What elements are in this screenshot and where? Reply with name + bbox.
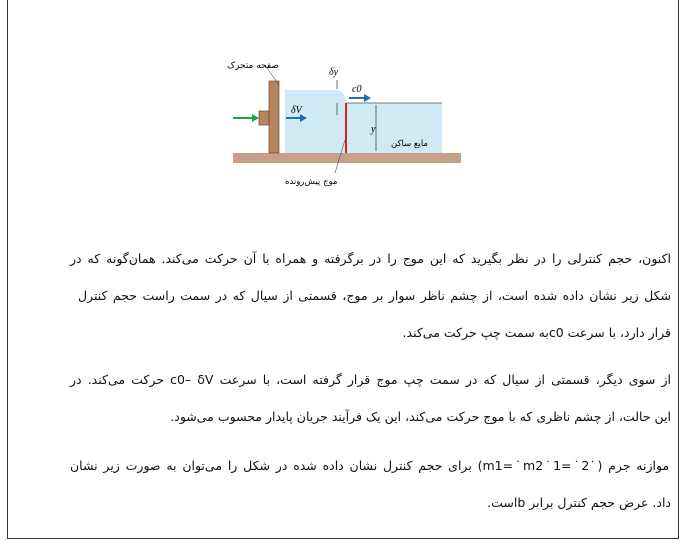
paragraph-1-line-1: اکنون، حجم کنترلی را در نظر بگیرید که این موج را در برگرفته و همراه با آن حرکت می‌کند. همان‌گونه که در xyxy=(70,251,671,266)
ground xyxy=(233,153,461,163)
wave-diagram xyxy=(225,55,465,225)
paragraph-1-line-3: قرار دارد، با سرعت c0به سمت چپ حرکت می‌کند. xyxy=(402,325,671,340)
label-wave: موج پیش‌رونده xyxy=(285,177,338,187)
paragraph-2-line-2: این حالت، از چشم ناظری که با موج حرکت می‌کند، این یک فرآیند جریان پایدار محسوب می‌شود. xyxy=(170,409,671,424)
paragraph-1-line-2: شکل زیر نشان داده شده است، از چشم ناظر سوار بر موج، قسمتی از سیال که در سمت راست حجم کنترل xyxy=(78,288,671,303)
label-still-liquid: مایع ساکن xyxy=(391,139,428,149)
wave-figure xyxy=(225,55,465,225)
plate-rod xyxy=(259,111,269,125)
paragraph-3-line-1: موازنه جرم (˙m1=˙m2˙1=˙2) برای حجم کنترل نشان داده شده در شکل را می‌توان به صورت زیر نشان xyxy=(70,458,670,473)
label-dv: δV xyxy=(291,105,302,116)
label-y: y xyxy=(371,124,376,135)
paragraph-2-line-1: از سوی دیگر، قسمتی از سیال که در سمت چپ موج قرار گرفته است، با سرعت c0– δV حرکت می‌کند. در xyxy=(70,372,672,387)
label-dy: δy xyxy=(329,67,339,78)
label-c0: c0 xyxy=(352,84,362,95)
label-plate: صفحه متحرک xyxy=(227,61,280,71)
paragraph-3-line-2: داد. عرض حجم کنترل برابر bاست. xyxy=(487,495,671,510)
c0-arrow-icon xyxy=(349,94,371,102)
push-arrow-icon xyxy=(233,114,259,122)
moving-plate xyxy=(269,81,279,153)
disturbed-water xyxy=(285,90,346,153)
